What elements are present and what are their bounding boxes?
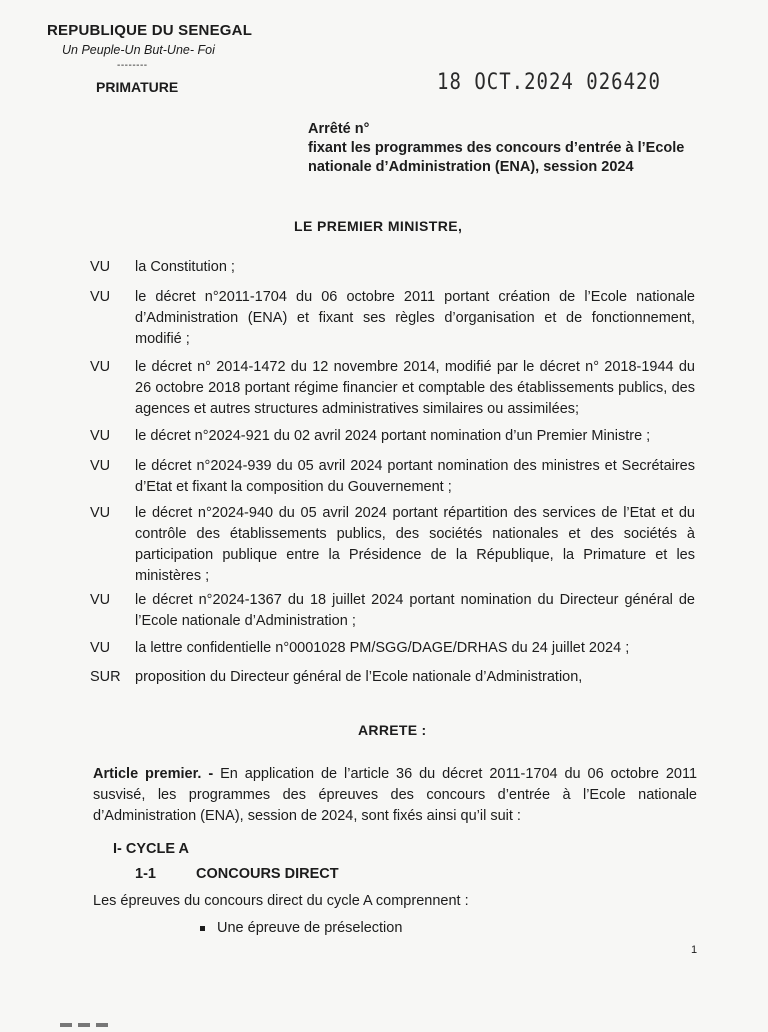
vu-text: le décret n°2024-940 du 05 avril 2024 portant répartition des services de l’Etat et du contrôle des établissements publics, des sociétés nationales et des sociétés à participation publique entre la Présidence de la République, la Primature et les ministères ; — [135, 505, 695, 584]
sur-label: SUR — [90, 669, 121, 685]
vu-label: VU — [90, 428, 111, 444]
scan-artifact — [60, 1014, 180, 1024]
authority-heading: LE PREMIER MINISTRE, — [294, 218, 463, 234]
list-item-text: Une épreuve de préselection — [217, 920, 403, 936]
vu-text: le décret n° 2014-1472 du 12 novembre 2014, modifié par le décret n° 2018-1944 du 26 octobre 2018 portant régime financier et comptable des établissements publics, des agences et autres structures administratives similaires ou assimilées; — [135, 359, 695, 417]
bullet-icon — [200, 926, 205, 931]
header-motto: Un Peuple-Un But-Une- Foi — [62, 43, 215, 57]
vu-text: le décret n°2024-939 du 05 avril 2024 portant nomination des ministres et Secrétaires d’Etat et fixant la composition du Gouvernement ; — [135, 458, 695, 495]
article-premier — [93, 764, 697, 827]
vu-label: VU — [90, 458, 111, 474]
article-text: En application de l’article 36 du décret 2011-1704 du 06 octobre 2011 susvisé, les programmes des épreuves des concours d’entrée à l’Ecole nationale d’Administration (ENA), session de 2024, sont fixés ainsi qu’il suit : — [93, 766, 698, 824]
vu-text: le décret n°2011-1704 du 06 octobre 2011 portant création de l’Ecole nationale d’Administration (ENA) et fixant ses règles d’organisation et de fonctionnement, modifié ; — [135, 289, 695, 347]
vu-label: VU — [90, 359, 111, 375]
vu-label: VU — [90, 505, 111, 521]
vu-text: la Constitution ; — [135, 259, 235, 275]
vu-label: VU — [90, 289, 111, 305]
vu-label: VU — [90, 259, 111, 275]
decree-title-subject: fixant les programmes des concours d’entrée à l’Ecole nationale d’Administration (ENA), session 2024 — [308, 140, 685, 175]
page-number: 1 — [691, 944, 698, 956]
decree-title — [308, 120, 708, 177]
intro-text: Les épreuves du concours direct du cycle A comprennent : — [93, 893, 469, 909]
vu-text: la lettre confidentielle n°0001028 PM/SGG/DAGE/DRHAS du 24 juillet 2024 ; — [135, 640, 630, 656]
registration-stamp: 18 OCT.2024 026420 — [437, 69, 661, 95]
subsection-number: 1-1 — [135, 866, 156, 882]
article-label: Article premier. - — [93, 766, 214, 782]
vu-label: VU — [90, 592, 111, 608]
header-office: PRIMATURE — [96, 79, 179, 95]
header-separator: -------- — [117, 60, 148, 71]
decision-heading: ARRETE : — [358, 722, 427, 738]
section-heading: I- CYCLE A — [113, 841, 189, 857]
header-country: REPUBLIQUE DU SENEGAL — [47, 22, 253, 39]
list-item — [200, 920, 402, 936]
sur-text: proposition du Directeur général de l’Ecole nationale d’Administration, — [135, 669, 583, 685]
subsection-title: CONCOURS DIRECT — [196, 866, 339, 882]
vu-text: le décret n°2024-1367 du 18 juillet 2024 portant nomination du Directeur général de l’Ecole nationale d’Administration ; — [135, 592, 695, 629]
vu-text: le décret n°2024-921 du 02 avril 2024 portant nomination d’un Premier Ministre ; — [135, 428, 651, 444]
decree-title-number: Arrêté n° — [308, 121, 370, 137]
vu-label: VU — [90, 640, 111, 656]
